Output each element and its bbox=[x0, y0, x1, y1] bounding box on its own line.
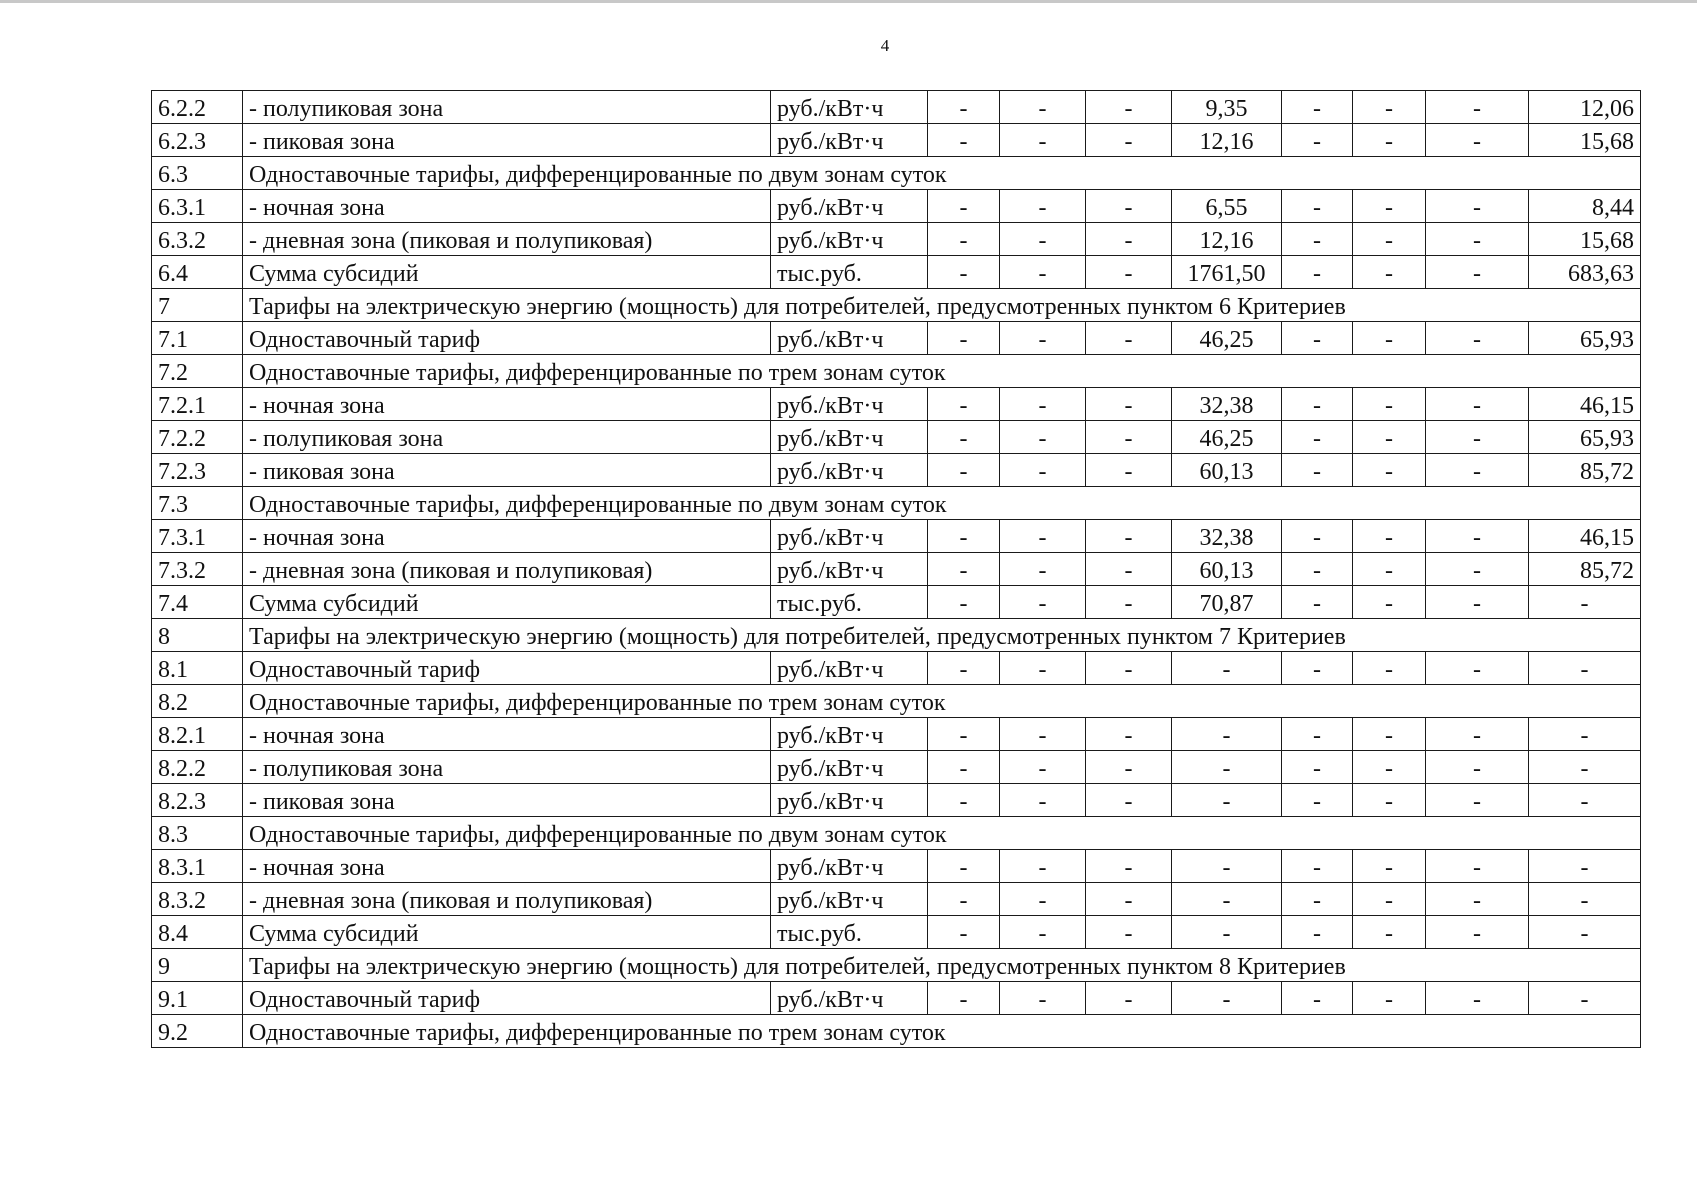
value-cell-2: - bbox=[1000, 322, 1086, 355]
row-unit-cell: руб./кВт·ч bbox=[771, 91, 928, 124]
value-cell-8: - bbox=[1529, 883, 1641, 916]
section-heading-cell: Одноставочные тарифы, дифференцированные по трем зонам суток bbox=[243, 355, 1641, 388]
row-name-cell: - пиковая зона bbox=[243, 124, 771, 157]
table-row bbox=[152, 388, 1641, 421]
section-row bbox=[152, 157, 1641, 190]
table-row bbox=[152, 91, 1641, 124]
scan-top-edge bbox=[0, 0, 1697, 3]
value-cell-7: - bbox=[1426, 586, 1529, 619]
section-heading-cell: Тарифы на электрическую энергию (мощность) для потребителей, предусмотренных пунктом 8 Критериев bbox=[243, 949, 1641, 982]
row-name-cell: - ночная зона bbox=[243, 190, 771, 223]
value-cell-4: - bbox=[1172, 784, 1282, 817]
row-number-cell: 6.2.2 bbox=[152, 91, 243, 124]
row-number-cell: 7.2 bbox=[152, 355, 243, 388]
value-cell-5: - bbox=[1282, 718, 1353, 751]
value-cell-6: - bbox=[1353, 751, 1426, 784]
row-unit-cell: тыс.руб. bbox=[771, 256, 928, 289]
value-cell-4: 60,13 bbox=[1172, 454, 1282, 487]
tariff-table-body bbox=[152, 91, 1641, 1048]
value-cell-2: - bbox=[1000, 256, 1086, 289]
value-cell-6: - bbox=[1353, 91, 1426, 124]
value-cell-7: - bbox=[1426, 124, 1529, 157]
tariff-table bbox=[151, 90, 1641, 1048]
value-cell-4: 60,13 bbox=[1172, 553, 1282, 586]
value-cell-1: - bbox=[928, 916, 1000, 949]
value-cell-3: - bbox=[1086, 751, 1172, 784]
value-cell-1: - bbox=[928, 223, 1000, 256]
value-cell-4: - bbox=[1172, 850, 1282, 883]
row-unit-cell: руб./кВт·ч bbox=[771, 784, 928, 817]
value-cell-3: - bbox=[1086, 256, 1172, 289]
value-cell-5: - bbox=[1282, 388, 1353, 421]
value-cell-2: - bbox=[1000, 520, 1086, 553]
row-unit-cell: руб./кВт·ч bbox=[771, 850, 928, 883]
value-cell-7: - bbox=[1426, 718, 1529, 751]
table-row bbox=[152, 982, 1641, 1015]
value-cell-4: - bbox=[1172, 652, 1282, 685]
value-cell-1: - bbox=[928, 586, 1000, 619]
page-number: 4 bbox=[880, 36, 890, 55]
value-cell-7: - bbox=[1426, 784, 1529, 817]
row-name-cell: Сумма субсидий bbox=[243, 256, 771, 289]
row-number-cell: 8 bbox=[152, 619, 243, 652]
value-cell-2: - bbox=[1000, 850, 1086, 883]
value-cell-4: 6,55 bbox=[1172, 190, 1282, 223]
row-name-cell: - ночная зона bbox=[243, 718, 771, 751]
value-cell-3: - bbox=[1086, 784, 1172, 817]
value-cell-7: - bbox=[1426, 223, 1529, 256]
value-cell-1: - bbox=[928, 751, 1000, 784]
value-cell-6: - bbox=[1353, 916, 1426, 949]
value-cell-7: - bbox=[1426, 421, 1529, 454]
value-cell-8: 15,68 bbox=[1529, 223, 1641, 256]
table-row bbox=[152, 553, 1641, 586]
row-number-cell: 7.4 bbox=[152, 586, 243, 619]
value-cell-7: - bbox=[1426, 190, 1529, 223]
row-name-cell: Сумма субсидий bbox=[243, 586, 771, 619]
value-cell-7: - bbox=[1426, 256, 1529, 289]
row-number-cell: 9.2 bbox=[152, 1015, 243, 1048]
value-cell-3: - bbox=[1086, 223, 1172, 256]
value-cell-1: - bbox=[928, 91, 1000, 124]
value-cell-3: - bbox=[1086, 322, 1172, 355]
value-cell-2: - bbox=[1000, 91, 1086, 124]
row-name-cell: - пиковая зона bbox=[243, 784, 771, 817]
value-cell-5: - bbox=[1282, 190, 1353, 223]
row-unit-cell: руб./кВт·ч bbox=[771, 751, 928, 784]
value-cell-5: - bbox=[1282, 751, 1353, 784]
table-row bbox=[152, 454, 1641, 487]
value-cell-4: 32,38 bbox=[1172, 520, 1282, 553]
row-unit-cell: руб./кВт·ч bbox=[771, 124, 928, 157]
row-name-cell: - пиковая зона bbox=[243, 454, 771, 487]
table-row bbox=[152, 322, 1641, 355]
table-row bbox=[152, 256, 1641, 289]
section-row bbox=[152, 817, 1641, 850]
value-cell-5: - bbox=[1282, 421, 1353, 454]
value-cell-8: 85,72 bbox=[1529, 454, 1641, 487]
row-unit-cell: руб./кВт·ч bbox=[771, 520, 928, 553]
table-row bbox=[152, 652, 1641, 685]
table-row bbox=[152, 421, 1641, 454]
section-row bbox=[152, 289, 1641, 322]
value-cell-3: - bbox=[1086, 652, 1172, 685]
value-cell-7: - bbox=[1426, 850, 1529, 883]
table-row bbox=[152, 586, 1641, 619]
value-cell-3: - bbox=[1086, 850, 1172, 883]
row-number-cell: 8.3 bbox=[152, 817, 243, 850]
value-cell-6: - bbox=[1353, 520, 1426, 553]
section-heading-cell: Тарифы на электрическую энергию (мощность) для потребителей, предусмотренных пунктом 6 Критериев bbox=[243, 289, 1641, 322]
row-unit-cell: руб./кВт·ч bbox=[771, 223, 928, 256]
row-name-cell: - ночная зона bbox=[243, 850, 771, 883]
value-cell-7: - bbox=[1426, 982, 1529, 1015]
row-name-cell: - дневная зона (пиковая и полупиковая) bbox=[243, 223, 771, 256]
value-cell-8: 65,93 bbox=[1529, 322, 1641, 355]
section-row bbox=[152, 685, 1641, 718]
row-number-cell: 6.3.1 bbox=[152, 190, 243, 223]
row-unit-cell: руб./кВт·ч bbox=[771, 883, 928, 916]
row-number-cell: 8.3.1 bbox=[152, 850, 243, 883]
value-cell-1: - bbox=[928, 421, 1000, 454]
value-cell-8: - bbox=[1529, 850, 1641, 883]
value-cell-7: - bbox=[1426, 388, 1529, 421]
value-cell-2: - bbox=[1000, 454, 1086, 487]
value-cell-1: - bbox=[928, 718, 1000, 751]
value-cell-6: - bbox=[1353, 586, 1426, 619]
value-cell-2: - bbox=[1000, 883, 1086, 916]
value-cell-1: - bbox=[928, 883, 1000, 916]
row-number-cell: 7 bbox=[152, 289, 243, 322]
row-name-cell: - полупиковая зона bbox=[243, 91, 771, 124]
value-cell-5: - bbox=[1282, 454, 1353, 487]
row-unit-cell: руб./кВт·ч bbox=[771, 322, 928, 355]
value-cell-2: - bbox=[1000, 553, 1086, 586]
value-cell-6: - bbox=[1353, 454, 1426, 487]
table-row bbox=[152, 916, 1641, 949]
row-number-cell: 7.3 bbox=[152, 487, 243, 520]
value-cell-5: - bbox=[1282, 124, 1353, 157]
value-cell-1: - bbox=[928, 553, 1000, 586]
value-cell-2: - bbox=[1000, 652, 1086, 685]
value-cell-4: 1761,50 bbox=[1172, 256, 1282, 289]
row-name-cell: - ночная зона bbox=[243, 520, 771, 553]
value-cell-3: - bbox=[1086, 586, 1172, 619]
value-cell-6: - bbox=[1353, 124, 1426, 157]
value-cell-8: 12,06 bbox=[1529, 91, 1641, 124]
value-cell-8: 15,68 bbox=[1529, 124, 1641, 157]
value-cell-1: - bbox=[928, 388, 1000, 421]
table-row bbox=[152, 850, 1641, 883]
section-heading-cell: Одноставочные тарифы, дифференцированные по трем зонам суток bbox=[243, 685, 1641, 718]
row-unit-cell: руб./кВт·ч bbox=[771, 652, 928, 685]
value-cell-5: - bbox=[1282, 520, 1353, 553]
row-unit-cell: тыс.руб. bbox=[771, 586, 928, 619]
row-unit-cell: руб./кВт·ч bbox=[771, 190, 928, 223]
value-cell-8: - bbox=[1529, 652, 1641, 685]
value-cell-4: - bbox=[1172, 751, 1282, 784]
value-cell-1: - bbox=[928, 322, 1000, 355]
row-name-cell: Одноставочный тариф bbox=[243, 982, 771, 1015]
value-cell-2: - bbox=[1000, 421, 1086, 454]
table-row bbox=[152, 520, 1641, 553]
value-cell-3: - bbox=[1086, 124, 1172, 157]
value-cell-5: - bbox=[1282, 916, 1353, 949]
row-name-cell: - дневная зона (пиковая и полупиковая) bbox=[243, 883, 771, 916]
value-cell-7: - bbox=[1426, 652, 1529, 685]
value-cell-6: - bbox=[1353, 883, 1426, 916]
value-cell-2: - bbox=[1000, 751, 1086, 784]
value-cell-6: - bbox=[1353, 223, 1426, 256]
row-unit-cell: руб./кВт·ч bbox=[771, 553, 928, 586]
value-cell-2: - bbox=[1000, 916, 1086, 949]
value-cell-3: - bbox=[1086, 421, 1172, 454]
value-cell-4: - bbox=[1172, 883, 1282, 916]
section-heading-cell: Одноставочные тарифы, дифференцированные по трем зонам суток bbox=[243, 1015, 1641, 1048]
section-row bbox=[152, 487, 1641, 520]
row-number-cell: 8.2 bbox=[152, 685, 243, 718]
table-row bbox=[152, 190, 1641, 223]
row-unit-cell: руб./кВт·ч bbox=[771, 718, 928, 751]
value-cell-8: - bbox=[1529, 982, 1641, 1015]
value-cell-5: - bbox=[1282, 256, 1353, 289]
value-cell-1: - bbox=[928, 124, 1000, 157]
value-cell-2: - bbox=[1000, 124, 1086, 157]
value-cell-2: - bbox=[1000, 718, 1086, 751]
value-cell-3: - bbox=[1086, 916, 1172, 949]
section-row bbox=[152, 355, 1641, 388]
row-number-cell: 7.2.2 bbox=[152, 421, 243, 454]
value-cell-4: 9,35 bbox=[1172, 91, 1282, 124]
table-row bbox=[152, 883, 1641, 916]
value-cell-6: - bbox=[1353, 190, 1426, 223]
value-cell-7: - bbox=[1426, 322, 1529, 355]
value-cell-4: 46,25 bbox=[1172, 322, 1282, 355]
row-number-cell: 6.3 bbox=[152, 157, 243, 190]
row-number-cell: 8.4 bbox=[152, 916, 243, 949]
section-heading-cell: Одноставочные тарифы, дифференцированные по двум зонам суток bbox=[243, 487, 1641, 520]
value-cell-5: - bbox=[1282, 91, 1353, 124]
row-number-cell: 7.2.1 bbox=[152, 388, 243, 421]
row-number-cell: 9.1 bbox=[152, 982, 243, 1015]
value-cell-6: - bbox=[1353, 718, 1426, 751]
section-row bbox=[152, 1015, 1641, 1048]
section-row bbox=[152, 619, 1641, 652]
row-name-cell: - ночная зона bbox=[243, 388, 771, 421]
value-cell-1: - bbox=[928, 520, 1000, 553]
row-number-cell: 7.3.1 bbox=[152, 520, 243, 553]
section-heading-cell: Одноставочные тарифы, дифференцированные по двум зонам суток bbox=[243, 157, 1641, 190]
value-cell-8: 683,63 bbox=[1529, 256, 1641, 289]
row-name-cell: Сумма субсидий bbox=[243, 916, 771, 949]
value-cell-3: - bbox=[1086, 190, 1172, 223]
value-cell-5: - bbox=[1282, 223, 1353, 256]
value-cell-4: - bbox=[1172, 916, 1282, 949]
value-cell-3: - bbox=[1086, 91, 1172, 124]
row-unit-cell: руб./кВт·ч bbox=[771, 421, 928, 454]
value-cell-6: - bbox=[1353, 784, 1426, 817]
value-cell-3: - bbox=[1086, 520, 1172, 553]
value-cell-8: - bbox=[1529, 784, 1641, 817]
value-cell-8: 85,72 bbox=[1529, 553, 1641, 586]
row-number-cell: 8.1 bbox=[152, 652, 243, 685]
value-cell-8: 8,44 bbox=[1529, 190, 1641, 223]
value-cell-6: - bbox=[1353, 553, 1426, 586]
row-number-cell: 6.4 bbox=[152, 256, 243, 289]
value-cell-7: - bbox=[1426, 91, 1529, 124]
value-cell-6: - bbox=[1353, 850, 1426, 883]
value-cell-5: - bbox=[1282, 784, 1353, 817]
row-unit-cell: руб./кВт·ч bbox=[771, 388, 928, 421]
value-cell-8: - bbox=[1529, 916, 1641, 949]
value-cell-5: - bbox=[1282, 553, 1353, 586]
value-cell-5: - bbox=[1282, 652, 1353, 685]
value-cell-5: - bbox=[1282, 883, 1353, 916]
value-cell-3: - bbox=[1086, 883, 1172, 916]
value-cell-6: - bbox=[1353, 322, 1426, 355]
table-row bbox=[152, 718, 1641, 751]
value-cell-2: - bbox=[1000, 190, 1086, 223]
row-name-cell: - полупиковая зона bbox=[243, 421, 771, 454]
value-cell-8: 46,15 bbox=[1529, 388, 1641, 421]
row-number-cell: 7.1 bbox=[152, 322, 243, 355]
row-name-cell: Одноставочный тариф bbox=[243, 322, 771, 355]
table-row bbox=[152, 124, 1641, 157]
value-cell-1: - bbox=[928, 850, 1000, 883]
value-cell-3: - bbox=[1086, 388, 1172, 421]
value-cell-6: - bbox=[1353, 652, 1426, 685]
value-cell-4: - bbox=[1172, 718, 1282, 751]
value-cell-6: - bbox=[1353, 982, 1426, 1015]
row-number-cell: 7.3.2 bbox=[152, 553, 243, 586]
value-cell-1: - bbox=[928, 190, 1000, 223]
value-cell-1: - bbox=[928, 784, 1000, 817]
row-number-cell: 8.3.2 bbox=[152, 883, 243, 916]
row-number-cell: 6.3.2 bbox=[152, 223, 243, 256]
value-cell-6: - bbox=[1353, 421, 1426, 454]
row-unit-cell: тыс.руб. bbox=[771, 916, 928, 949]
row-unit-cell: руб./кВт·ч bbox=[771, 454, 928, 487]
section-heading-cell: Одноставочные тарифы, дифференцированные по двум зонам суток bbox=[243, 817, 1641, 850]
value-cell-2: - bbox=[1000, 982, 1086, 1015]
value-cell-6: - bbox=[1353, 256, 1426, 289]
value-cell-2: - bbox=[1000, 223, 1086, 256]
row-number-cell: 8.2.2 bbox=[152, 751, 243, 784]
row-number-cell: 8.2.3 bbox=[152, 784, 243, 817]
value-cell-5: - bbox=[1282, 982, 1353, 1015]
value-cell-7: - bbox=[1426, 454, 1529, 487]
value-cell-4: 70,87 bbox=[1172, 586, 1282, 619]
table-row bbox=[152, 784, 1641, 817]
row-name-cell: Одноставочный тариф bbox=[243, 652, 771, 685]
value-cell-4: 32,38 bbox=[1172, 388, 1282, 421]
value-cell-4: 12,16 bbox=[1172, 124, 1282, 157]
value-cell-1: - bbox=[928, 256, 1000, 289]
value-cell-2: - bbox=[1000, 784, 1086, 817]
value-cell-8: - bbox=[1529, 586, 1641, 619]
value-cell-3: - bbox=[1086, 718, 1172, 751]
value-cell-4: 46,25 bbox=[1172, 421, 1282, 454]
value-cell-7: - bbox=[1426, 916, 1529, 949]
value-cell-5: - bbox=[1282, 322, 1353, 355]
table-row bbox=[152, 751, 1641, 784]
value-cell-1: - bbox=[928, 454, 1000, 487]
value-cell-6: - bbox=[1353, 388, 1426, 421]
value-cell-5: - bbox=[1282, 850, 1353, 883]
section-row bbox=[152, 949, 1641, 982]
value-cell-7: - bbox=[1426, 520, 1529, 553]
table-row bbox=[152, 223, 1641, 256]
row-name-cell: - полупиковая зона bbox=[243, 751, 771, 784]
value-cell-8: 46,15 bbox=[1529, 520, 1641, 553]
value-cell-5: - bbox=[1282, 586, 1353, 619]
value-cell-3: - bbox=[1086, 982, 1172, 1015]
row-unit-cell: руб./кВт·ч bbox=[771, 982, 928, 1015]
value-cell-8: 65,93 bbox=[1529, 421, 1641, 454]
value-cell-7: - bbox=[1426, 751, 1529, 784]
row-name-cell: - дневная зона (пиковая и полупиковая) bbox=[243, 553, 771, 586]
row-number-cell: 9 bbox=[152, 949, 243, 982]
value-cell-4: 12,16 bbox=[1172, 223, 1282, 256]
value-cell-2: - bbox=[1000, 586, 1086, 619]
row-number-cell: 8.2.1 bbox=[152, 718, 243, 751]
value-cell-8: - bbox=[1529, 718, 1641, 751]
value-cell-7: - bbox=[1426, 553, 1529, 586]
value-cell-4: - bbox=[1172, 982, 1282, 1015]
value-cell-8: - bbox=[1529, 751, 1641, 784]
value-cell-3: - bbox=[1086, 553, 1172, 586]
value-cell-1: - bbox=[928, 652, 1000, 685]
value-cell-2: - bbox=[1000, 388, 1086, 421]
row-number-cell: 7.2.3 bbox=[152, 454, 243, 487]
row-number-cell: 6.2.3 bbox=[152, 124, 243, 157]
value-cell-3: - bbox=[1086, 454, 1172, 487]
value-cell-1: - bbox=[928, 982, 1000, 1015]
value-cell-7: - bbox=[1426, 883, 1529, 916]
section-heading-cell: Тарифы на электрическую энергию (мощность) для потребителей, предусмотренных пунктом 7 Критериев bbox=[243, 619, 1641, 652]
